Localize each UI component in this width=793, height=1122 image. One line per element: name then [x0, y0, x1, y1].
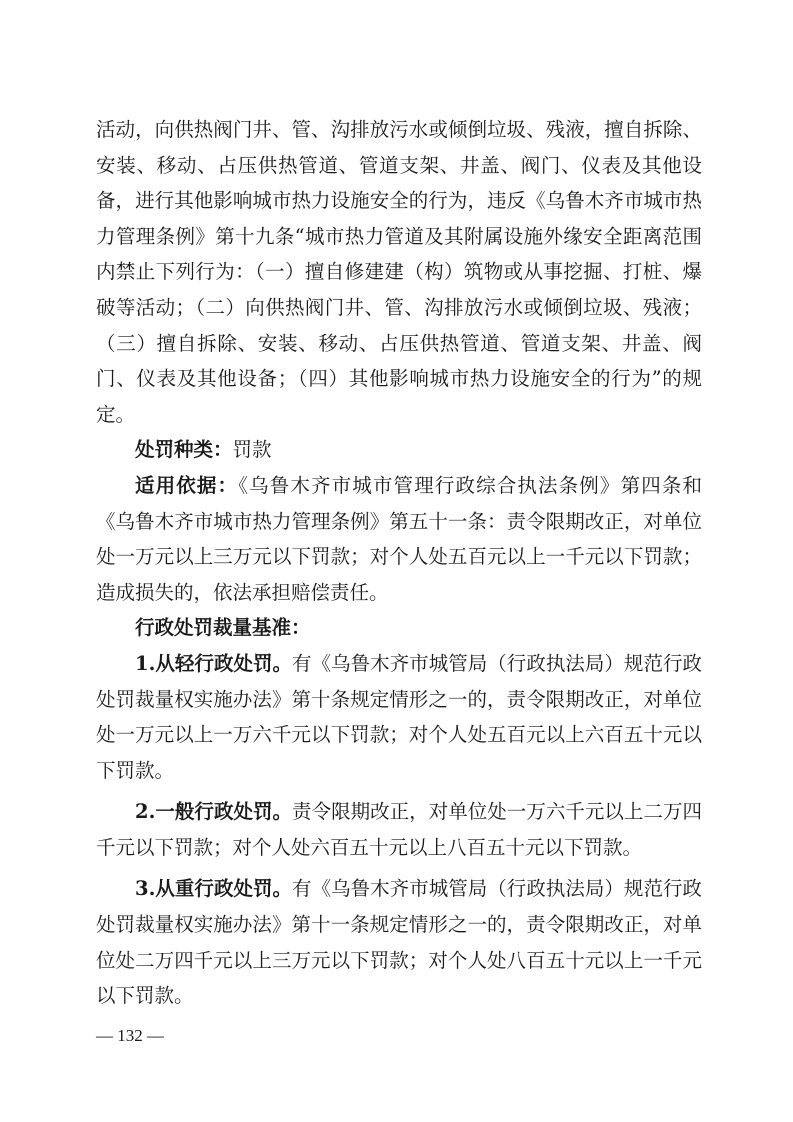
penalty-type-label: 处罚种类：: [135, 438, 233, 462]
level-severe-text: 有《乌鲁木齐市城管局（行政执法局）规范行政处罚裁量权实施办法》第十一条规定情形之一的，责令限期改正，对单位处二万四千元以上三万元以下罚款；对个人处八百五十元以上一千元以下罚款。: [96, 877, 702, 1008]
page-number: — 132 —: [96, 1026, 164, 1045]
penalty-type-paragraph: [96, 432, 702, 468]
level-severe-title: 3.从重行政处罚。: [135, 877, 293, 901]
level-lenient-text: 有《乌鲁木齐市城管局（行政执法局）规范行政处罚裁量权实施办法》第十条规定情形之一的，责令限期改正，对单位处一万元以上一万六千元以下罚款；对个人处五百元以上六百五十元以下罚款。: [96, 651, 702, 782]
level-general-title: 2.一般行政处罚。: [135, 800, 293, 824]
level-lenient-title: 1.从轻行政处罚。: [135, 651, 293, 675]
standard-heading: 行政处罚裁量基准：: [135, 616, 311, 640]
penalty-type-value: 罚款: [232, 438, 272, 462]
level-lenient-paragraph: [96, 646, 702, 788]
level-general-text: 责令限期改正，对单位处一万六千元以上二万四千元以下罚款；对个人处六百五十元以上八百五十元以下罚款。: [96, 800, 702, 859]
document-body: [96, 112, 702, 1014]
level-severe-paragraph: [96, 871, 702, 1013]
intro-paragraph: 活动，向供热阀门井、管、沟排放污水或倾倒垃圾、残液，擅自拆除、安装、移动、占压供热管道、管道支架、井盖、阀门、仪表及其他设备，进行其他影响城市热力设施安全的行为，违反《乌鲁木齐市城市热力管理条例》第十九条“城市热力管道及其附属设施外缘安全距离范围内禁止下列行为：（一）擅自修建建（构）筑物或从事挖掘、打桩、爆破等活动；（二）向供热阀门井、管、沟排放污水或倾倒垃圾、残液；（三）擅自拆除、安装、移动、占压供热管道、管道支架、井盖、阀门、仪表及其他设备；（四）其他影响城市热力设施安全的行为”的规定。: [96, 118, 702, 426]
legal-basis-paragraph: [96, 468, 702, 610]
legal-basis-value: 《乌鲁木齐市城市管理行政综合执法条例》第四条和《乌鲁木齐市城市热力管理条例》第五十一条：责令限期改正，对单位处一万元以上三万元以下罚款；对个人处五百元以上一千元以下罚款；造成损失的，依法承担赔偿责任。: [96, 473, 702, 604]
level-general-paragraph: [96, 794, 702, 865]
legal-basis-label: 适用依据：: [135, 473, 239, 497]
